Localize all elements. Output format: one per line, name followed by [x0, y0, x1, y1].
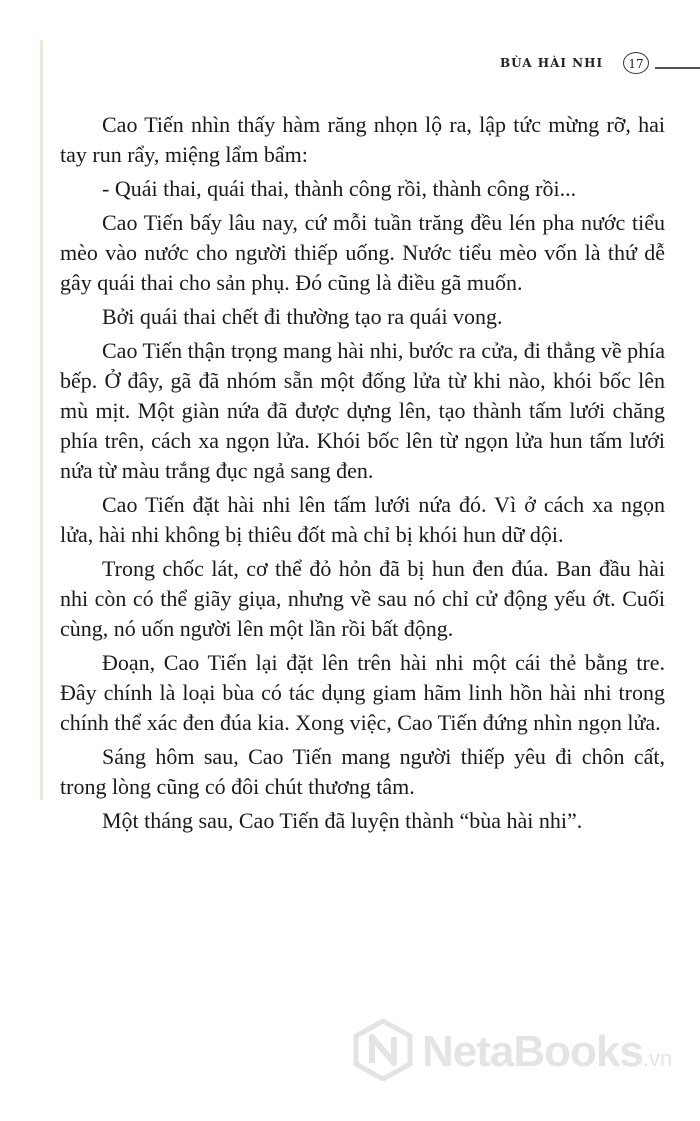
running-header: [495, 46, 700, 86]
paragraph: Cao Tiến nhìn thấy hàm răng nhọn lộ ra, lập tức mừng rỡ, hai tay run rẩy, miệng lẩm bẩm:: [60, 112, 665, 167]
paragraph: Cao Tiến đặt hài nhi lên tấm lưới nứa đó. Vì ở cách xa ngọn lửa, hài nhi không bị thiêu đốt mà chỉ bị khói hun dữ dội.: [60, 492, 665, 547]
paragraph: Bởi quái thai chết đi thường tạo ra quái vong.: [102, 304, 503, 329]
netabooks-watermark: [352, 1015, 672, 1085]
watermark-brand: NetaBooks: [422, 1027, 643, 1076]
netabooks-logo-icon: [352, 1019, 414, 1081]
paragraph: Sáng hôm sau, Cao Tiến mang người thiếp yêu đi chôn cất, trong lòng cũng có đôi chút thương tâm.: [60, 744, 665, 799]
paragraph: Cao Tiến thận trọng mang hài nhi, bước ra cửa, đi thẳng về phía bếp. Ở đây, gã đã nhóm sẵn một đống lửa từ khi nào, khói bốc lên mù mịt. Một giàn nứa đã được dựng lên, tạo thành tấm lưới chăng phía trên, cách xa ngọn lửa. Khói bốc lên từ ngọn lửa hun tấm lưới nứa từ màu trắng đục ngả sang đen.: [60, 338, 665, 483]
paragraph: Trong chốc lát, cơ thể đỏ hỏn đã bị hun đen đúa. Ban đầu hài nhi còn có thể giãy giụa, nhưng về sau nó chỉ cử động yếu ớt. Cuối cùng, nó uốn người lên một lần rồi bất động.: [60, 556, 665, 641]
chapter-title: BÙA HÀI NHI: [500, 56, 604, 70]
watermark-text: [422, 1027, 672, 1077]
header-rule: [655, 67, 700, 69]
paragraph: - Quái thai, quái thai, thành công rồi, thành công rồi...: [102, 176, 577, 201]
paragraph: Đoạn, Cao Tiến lại đặt lên trên hài nhi một cái thẻ bằng tre. Đây chính là loại bùa có tác dụng giam hãm linh hồn hài nhi trong chính thể xác đen đúa kia. Xong việc, Cao Tiến đứng nhìn ngọn lửa.: [60, 650, 665, 735]
paragraph: Một tháng sau, Cao Tiến đã luyện thành “bùa hài nhi”.: [102, 808, 583, 833]
watermark-suffix: .vn: [642, 1046, 673, 1071]
paragraph: Cao Tiến bấy lâu nay, cứ mỗi tuần trăng đều lén pha nước tiểu mèo vào nước cho người thiếp uống. Nước tiểu mèo vốn là thứ dễ gây quái thai cho sản phụ. Đó cũng là điều gã muốn.: [60, 210, 665, 295]
page-edge-shadow: [40, 40, 43, 800]
page-number: 17: [623, 52, 649, 74]
body-text: [60, 110, 665, 840]
